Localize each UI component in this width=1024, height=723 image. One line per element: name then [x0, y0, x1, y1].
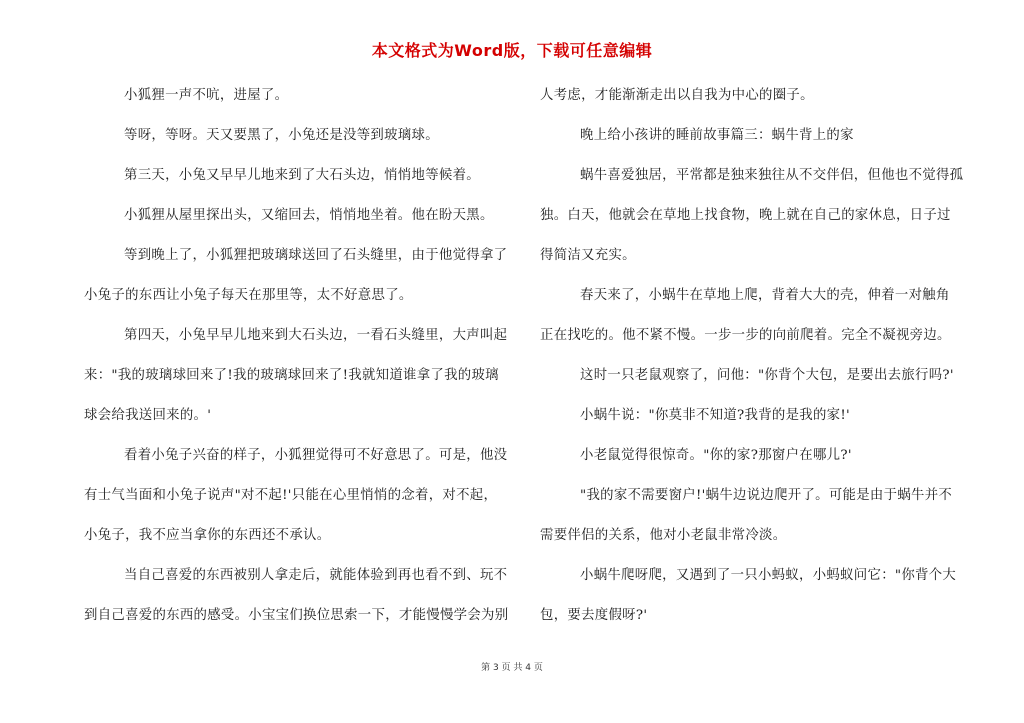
text-line: 晚上给小孩讲的睡前故事篇三：蜗牛背上的家 — [580, 128, 854, 143]
text-line: 当自己喜爱的东西被别人拿走后，就能体验到再也看不到、玩不 — [124, 568, 508, 583]
text-line: 包，要去度假呀?' — [540, 608, 648, 623]
text-line: 小狐狸从屋里探出头，又缩回去，悄悄地坐着。他在盼天黑。 — [124, 208, 494, 223]
text-line: 球会给我送回来的。' — [84, 408, 212, 423]
page-number: 第 3 页 共 4 页 — [481, 663, 543, 673]
text-line: 小狐狸一声不吭，进屋了。 — [124, 88, 289, 103]
text-line: 小兔子，我不应当拿你的东西还不承认。 — [84, 528, 331, 543]
text-line: 小兔子的东西让小兔子每天在那里等，太不好意思了。 — [84, 288, 413, 303]
text-line: 这时一只老鼠观察了，问他："你背个大包，是要出去旅行吗?' — [580, 368, 954, 383]
text-line: 第四天，小兔早早儿地来到大石头边，一看石头缝里，大声叫起 — [124, 328, 508, 343]
text-line: 人考虑，才能渐渐走出以自我为中心的圈子。 — [540, 88, 814, 103]
text-line: 等呀，等呀。天又要黑了，小兔还是没等到玻璃球。 — [124, 128, 439, 143]
text-line: 有士气当面和小兔子说声"对不起!'只能在心里悄悄的念着，对不起， — [84, 488, 498, 503]
text-line: 春天来了，小蜗牛在草地上爬，背着大大的壳，伸着一对触角 — [580, 288, 950, 303]
format-banner: 本文格式为Word版，下载可任意编辑 — [371, 41, 653, 60]
right-text-column — [540, 76, 964, 636]
text-line: 看着小兔子兴奋的样子，小狐狸觉得可不好意思了。可是，他没 — [124, 448, 508, 463]
text-line: 等到晚上了，小狐狸把玻璃球送回了石头缝里，由于他觉得拿了 — [124, 248, 508, 263]
left-text-column — [84, 76, 509, 636]
text-line: 得简洁又充实。 — [540, 248, 636, 263]
text-line: 到自己喜爱的东西的感受。小宝宝们换位思索一下，才能慢慢学会为别 — [84, 608, 509, 623]
text-line: 小蜗牛爬呀爬，又遇到了一只小蚂蚁，小蚂蚁问它："你背个大 — [580, 568, 957, 583]
text-line: 小蜗牛说："你莫非不知道?我背的是我的家!' — [580, 408, 851, 423]
text-line: 独。白天，他就会在草地上找食物，晚上就在自己的家休息，日子过 — [540, 208, 951, 223]
text-line: 正在找吃的。他不紧不慢。一步一步的向前爬着。完全不凝视旁边。 — [540, 328, 951, 343]
text-line: 小老鼠觉得很惊奇。"你的家?那窗户在哪儿?' — [580, 448, 852, 463]
text-line: 第三天，小兔又早早儿地来到了大石头边，悄悄地等候着。 — [124, 168, 480, 183]
text-line: 蜗牛喜爱独居，平常都是独来独往从不交伴侣，但他也不觉得孤 — [580, 168, 964, 183]
text-line: 来："我的玻璃球回来了!我的玻璃球回来了!我就知道谁拿了我的玻璃 — [84, 368, 499, 383]
text-line: 需要伴侣的关系，他对小老鼠非常冷淡。 — [540, 528, 787, 543]
text-line: "我的家不需要窗户!'蜗牛边说边爬开了。可能是由于蜗牛并不 — [580, 488, 953, 503]
